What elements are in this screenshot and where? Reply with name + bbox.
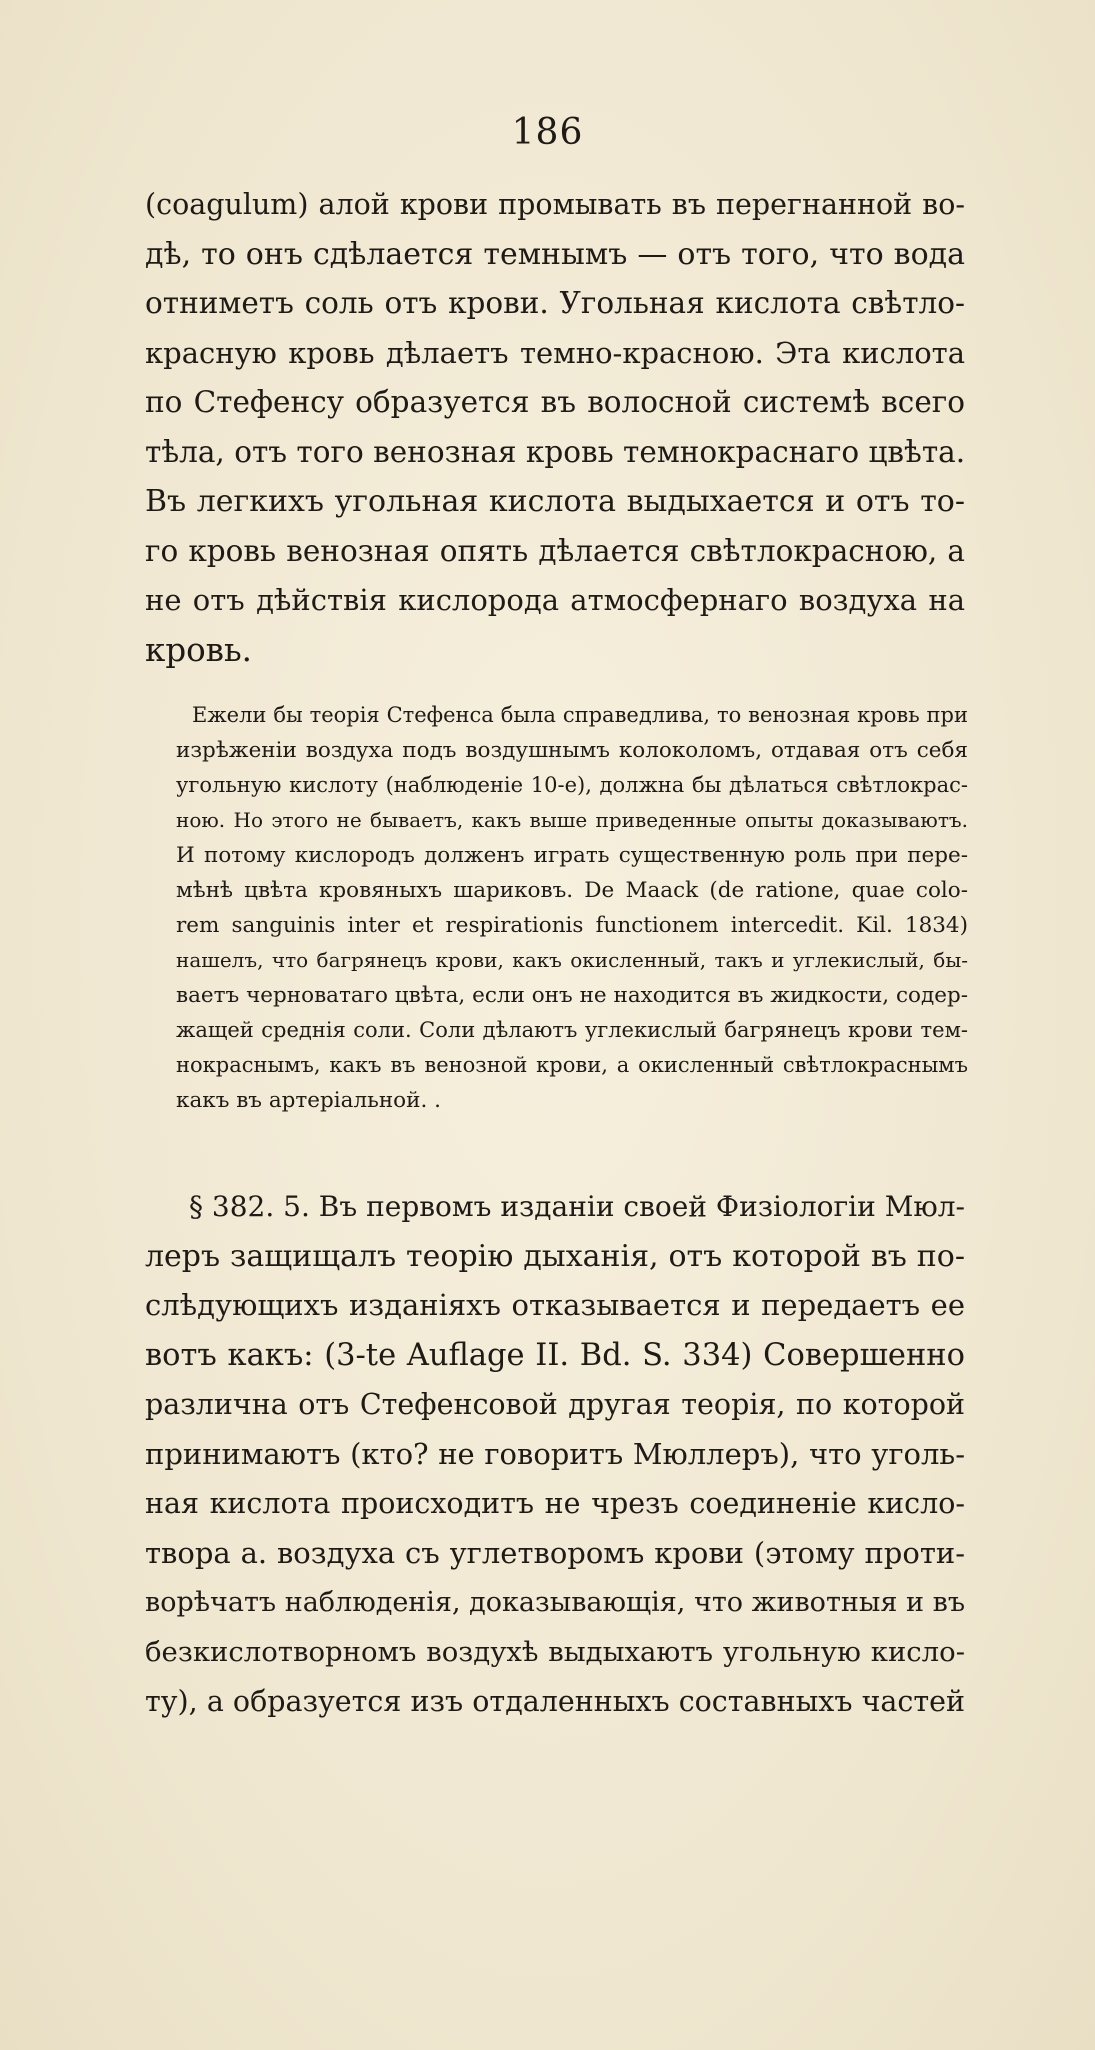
footnote-line: угольную кислоту (наблюденіе 10-е), должна бы дѣлаться свѣтлокрас- bbox=[176, 773, 968, 797]
footnote-line: жащей среднія соли. Соли дѣлаютъ углекислый багрянецъ крови тем- bbox=[176, 1018, 968, 1042]
footnote-line: нокраснымъ, какъ въ венозной крови, а окисленный свѣтлокраснымъ bbox=[176, 1053, 968, 1077]
text-line: безкислотворномъ воздухѣ выдыхаютъ угольную кисло- bbox=[145, 1635, 965, 1668]
footnote-line: И потому кислородъ долженъ играть существенную роль при пере- bbox=[176, 843, 968, 868]
text-line: (coagulum) алой крови промывать въ перегнанной во- bbox=[145, 188, 965, 221]
text-line: по Стефенсу образуется въ волосной системѣ всего bbox=[145, 385, 965, 419]
text-line: ная кислота происходитъ не чрезъ соединеніе кисло- bbox=[145, 1487, 965, 1520]
footnote-line: Ежели бы теорія Стефенса была справедлива, то венозная кровь при bbox=[192, 703, 968, 727]
footnote-line: rem sanguinis inter et respirationis functionem intercedit. Kil. 1834) bbox=[176, 913, 968, 938]
footnote-paragraph bbox=[176, 698, 968, 1118]
footnote-line: ваетъ черноватаго цвѣта, если онъ не находится въ жидкости, содер- bbox=[176, 983, 968, 1008]
footnote-line: нашелъ, что багрянецъ крови, какъ окисленный, такъ и углекислый, бы- bbox=[176, 948, 968, 972]
text-line: кровь. bbox=[145, 630, 253, 669]
footnote-line: ною. Но этого не бываетъ, какъ выше приведенные опыты доказываютъ. bbox=[176, 808, 968, 832]
footnote-line: изрѣженіи воздуха подъ воздушнымъ колоколомъ, отдавая отъ себя bbox=[176, 738, 968, 763]
footnote-line: какъ въ артеріальной. . bbox=[176, 1088, 441, 1113]
page-number: 186 bbox=[511, 112, 584, 153]
section-paragraph bbox=[145, 1182, 965, 1727]
text-line: ворѣчатъ наблюденія, доказывающія, что животныя и въ bbox=[145, 1587, 965, 1618]
text-line: принимаютъ (кто? не говоритъ Мюллеръ), что уголь- bbox=[145, 1436, 965, 1471]
text-line: го кровь венозная опять дѣлается свѣтлокрасною, а bbox=[145, 533, 965, 568]
text-line: слѣдующихъ изданіяхъ отказывается и передаетъ ее bbox=[145, 1288, 965, 1322]
text-line: § 382. 5. Въ первомъ изданіи своей Физіологіи Мюл- bbox=[189, 1190, 965, 1223]
text-line: различна отъ Стефенсовой другая теорія, по которой bbox=[145, 1388, 965, 1421]
text-line: дѣ, то онъ сдѣлается темнымъ — отъ того, что вода bbox=[145, 236, 965, 272]
text-line: не отъ дѣйствія кислорода атмосфернаго воздуха на bbox=[145, 583, 965, 617]
main-paragraph bbox=[145, 180, 965, 675]
text-line: твора а. воздуха съ углетворомъ крови (этому проти- bbox=[145, 1535, 965, 1570]
text-line: отниметъ соль отъ крови. Угольная кислота свѣтло- bbox=[145, 286, 965, 320]
text-line: леръ защищалъ теорію дыханія, отъ которой въ по- bbox=[145, 1238, 965, 1274]
text-line: Въ легкихъ угольная кислота выдыхается и отъ то- bbox=[145, 484, 965, 519]
text-line: тѣла, отъ того венозная кровь темнокраснаго цвѣта. bbox=[145, 434, 966, 469]
text-line: красную кровь дѣлаетъ темно-красною. Эта кислота bbox=[145, 335, 965, 370]
text-line: ту), а образуется изъ отдаленныхъ составныхъ частей bbox=[145, 1685, 965, 1718]
text-line: вотъ какъ: (3-te Auflage II. Bd. S. 334) Совершенно bbox=[145, 1337, 965, 1373]
footnote-line: мѣнѣ цвѣта кровяныхъ шариковъ. De Maack (de ratione, quae colo- bbox=[176, 878, 968, 903]
